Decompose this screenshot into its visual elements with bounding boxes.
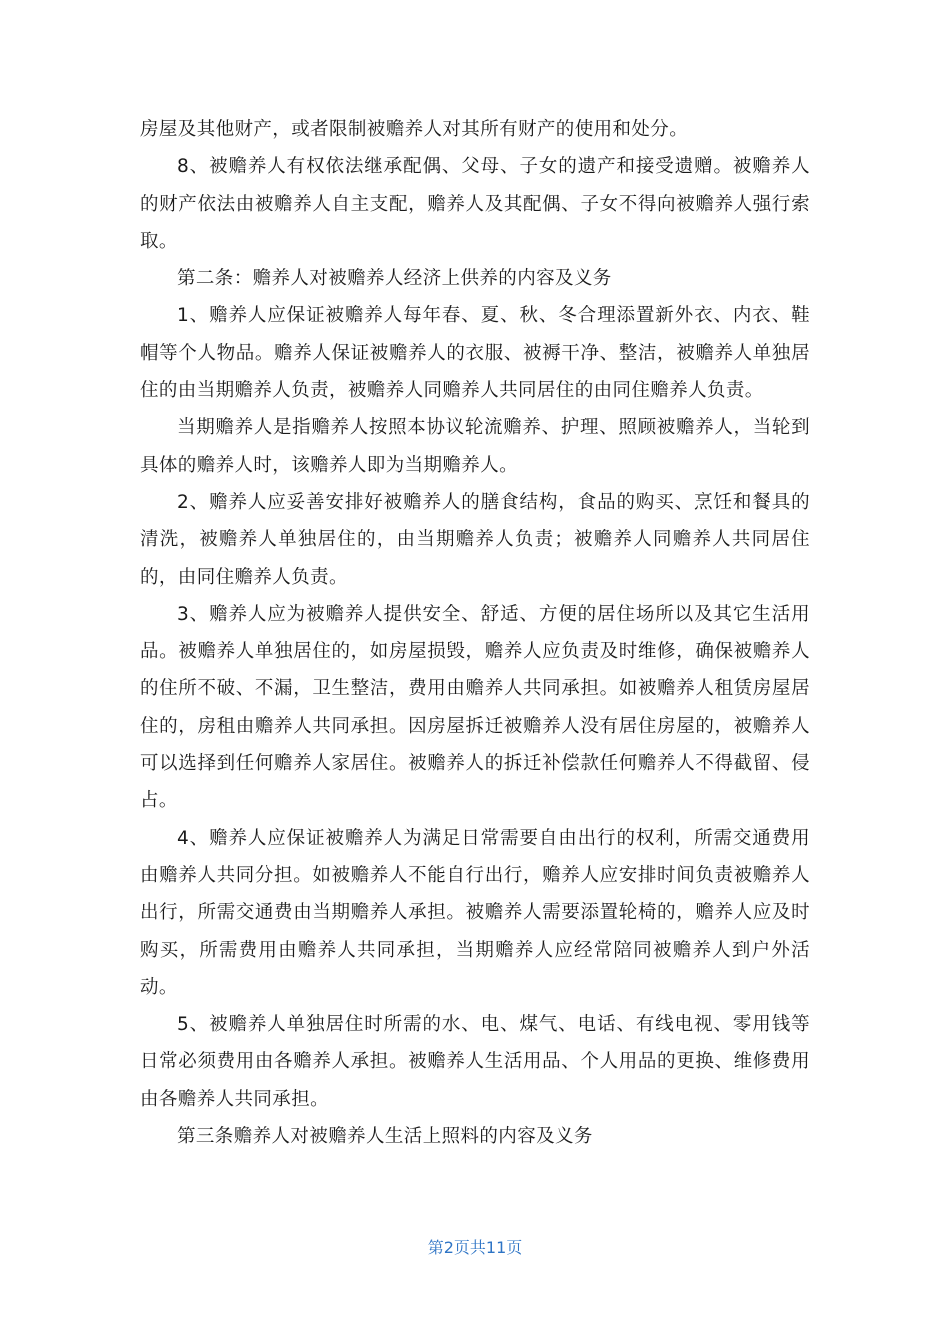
section-heading-article-3: 第三条赡养人对被赡养人生活上照料的内容及义务 — [177, 1126, 593, 1148]
paragraph-item-5: 5、被赡养人单独居住时所需的水、电、煤气、电话、有线电视、零用钱等日常必须费用由各赡养人承担。被赡养人生活用品、个人用品的更换、维修费用由各赡养人共同承担。 — [140, 1014, 810, 1110]
section-heading-article-2: 第二条：赡养人对被赡养人经济上供养的内容及义务 — [177, 268, 612, 290]
paragraph-item-1: 1、赡养人应保证被赡养人每年春、夏、秋、冬合理添置新外衣、内衣、鞋帽等个人物品。赡养人保证被赡养人的衣服、被褥干净、整洁，被赡养人单独居住的由当期赡养人负责，被赡养人同赡养人共同居住的由同住赡养人负责。 — [140, 305, 810, 402]
paragraph-clause-8: 8、被赡养人有权依法继承配偶、父母、子女的遗产和接受遗赠。被赡养人的财产依法由被赡养人自主支配，赡养人及其配偶、子女不得向被赡养人强行索取。 — [140, 156, 810, 252]
document-body — [140, 111, 810, 1155]
paragraph-item-2: 2、赡养人应妥善安排好被赡养人的膳食结构，食品的购买、烹饪和餐具的清洗，被赡养人单独居住的，由当期赡养人负责；被赡养人同赡养人共同居住的，由同住赡养人负责。 — [140, 491, 810, 588]
page-number-footer: 第2页共11页 — [427, 1238, 523, 1257]
paragraph-item-4: 4、赡养人应保证被赡养人为满足日常需要自由出行的权利，所需交通费用由赡养人共同分担。如被赡养人不能自行出行，赡养人应安排时间负责被赡养人出行，所需交通费由当期赡养人承担。被赡养人需要添置轮椅的，赡养人应及时购买，所需费用由赡养人共同承担，当期赡养人应经常陪同被赡养人到户外活动。 — [140, 827, 810, 998]
paragraph-item-3: 3、赡养人应为被赡养人提供安全、舒适、方便的居住场所以及其它生活用品。被赡养人单独居住的，如房屋损毁，赡养人应负责及时维修，确保被赡养人的住所不破、不漏，卫生整洁，费用由赡养人共同承担。如被赡养人租赁房屋居住的，房租由赡养人共同承担。因房屋拆迁被赡养人没有居住房屋的，被赡养人可以选择到任何赡养人家居住。被赡养人的拆迁补偿款任何赡养人不得截留、侵占。 — [140, 603, 810, 812]
paragraph-definition: 当期赡养人是指赡养人按照本协议轮流赡养、护理、照顾被赡养人，当轮到具体的赡养人时，该赡养人即为当期赡养人。 — [140, 417, 810, 476]
paragraph-continuation: 房屋及其他财产，或者限制被赡养人对其所有财产的使用和处分。 — [140, 119, 689, 140]
